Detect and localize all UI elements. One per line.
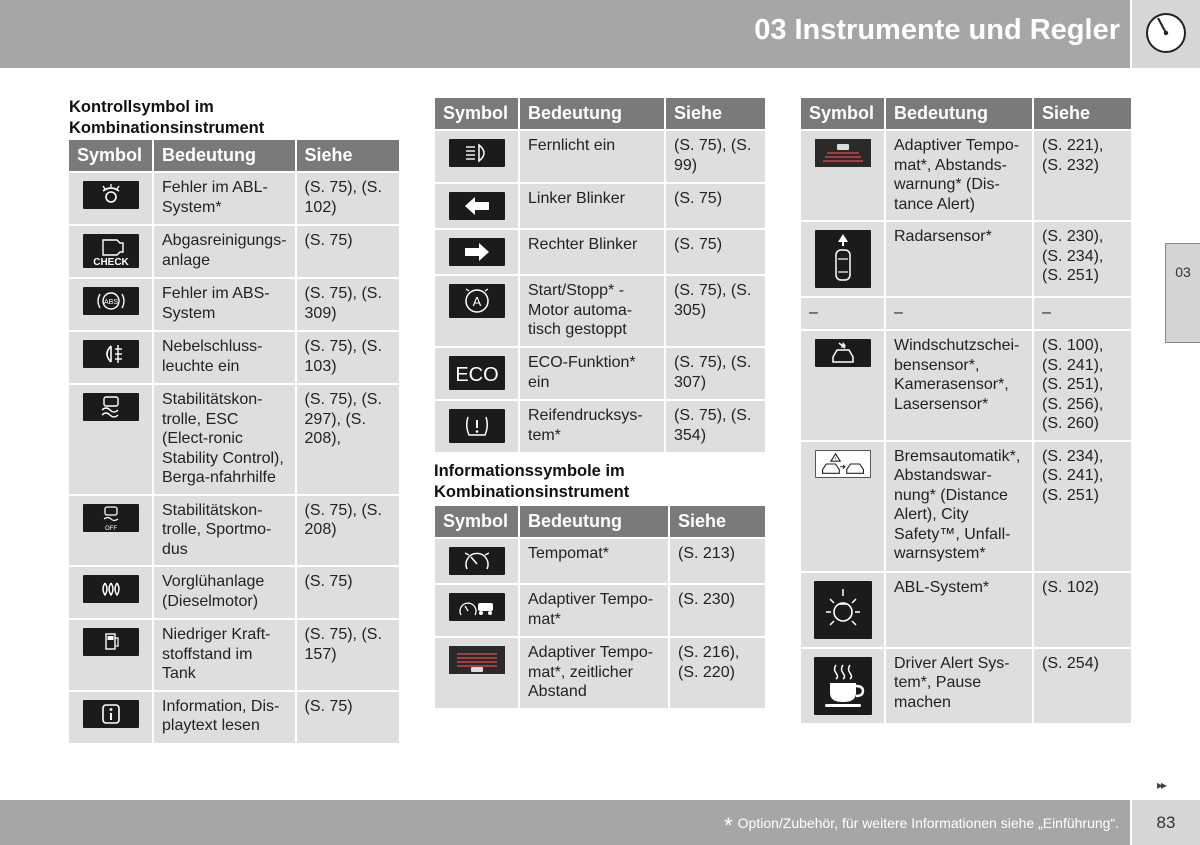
table-row [801, 573, 1131, 647]
see-cell: (S. 75) [666, 184, 765, 228]
table-row [69, 692, 399, 743]
meaning-cell: Driver Alert Sys-tem*, Pause machen [886, 649, 1032, 723]
see-cell: (S. 75), (S. 307) [666, 348, 765, 399]
meaning-cell: Abgasreinigungs-anlage [154, 226, 295, 277]
meaning-cell: Fehler im ABS-System [154, 279, 295, 330]
table-row [435, 348, 765, 399]
left-turn-icon [449, 192, 505, 220]
see-cell: (S. 75) [297, 692, 399, 743]
chapter-icon-box [1132, 0, 1200, 68]
see-cell: (S. 75), (S. 103) [297, 332, 399, 383]
see-cell: (S. 75), (S. 99) [666, 131, 765, 182]
see-cell: (S. 100), (S. 241), (S. 251), (S. 256), (S. 260) [1034, 331, 1131, 440]
abl-fault-icon [83, 181, 139, 209]
meaning-cell: Linker Blinker [520, 184, 664, 228]
table-row [801, 649, 1131, 723]
meaning-cell: Reifendrucksys-tem* [520, 401, 664, 452]
meaning-cell: Adaptiver Tempo-mat* [520, 585, 668, 636]
see-cell: (S. 75) [297, 567, 399, 618]
col-symbol: Symbol [435, 98, 518, 129]
table-row [435, 131, 765, 182]
col-meaning: Bedeutung [520, 98, 664, 129]
high-beam-icon [449, 139, 505, 167]
see-cell: (S. 216), (S. 220) [670, 638, 765, 708]
meaning-cell: ABL-System* [886, 573, 1032, 647]
see-cell: (S. 102) [1034, 573, 1131, 647]
distance-alert-icon [815, 139, 871, 167]
abl-system-icon [814, 581, 872, 639]
section-title-kontroll [69, 97, 264, 139]
see-cell: (S. 75) [666, 230, 765, 274]
eco-icon [449, 356, 505, 390]
see-cell: (S. 75), (S. 309) [297, 279, 399, 330]
meaning-cell: Stabilitätskon-trolle, Sportmo-dus [154, 496, 295, 566]
see-cell: (S. 213) [670, 539, 765, 583]
table-row [435, 276, 765, 346]
table-row [435, 184, 765, 228]
abs-icon [83, 287, 139, 315]
section-title-line: Kombinationsinstrument [434, 483, 630, 501]
see-cell: (S. 75), (S. 102) [297, 173, 399, 224]
see-cell: (S. 254) [1034, 649, 1131, 723]
windscreen-sensor-icon [815, 339, 871, 367]
table-row [435, 585, 765, 636]
table-row [69, 385, 399, 494]
see-cell: (S. 75), (S. 297), (S. 208), [297, 385, 399, 494]
radar-sensor-icon [815, 230, 871, 288]
see-cell: (S. 75), (S. 305) [666, 276, 765, 346]
meaning-cell: Information, Dis-playtext lesen [154, 692, 295, 743]
warning-symbols-table [67, 138, 401, 745]
meaning-cell: Rechter Blinker [520, 230, 664, 274]
footnote [724, 813, 1119, 839]
svg-text:!: ! [834, 456, 836, 463]
start-stop-icon [449, 284, 505, 318]
cruise-control-icon [449, 547, 505, 575]
see-cell: (S. 234), (S. 241), (S. 251) [1034, 442, 1131, 571]
meaning-cell: Stabilitätskon-trolle, ESC (Elect-ronic Stability Control), Berga-nfahrhilfe [154, 385, 295, 494]
fuel-low-icon [83, 628, 139, 656]
header-bar [0, 0, 1130, 68]
meaning-cell: Fernlicht ein [520, 131, 664, 182]
meaning-cell: Niedriger Kraft-stoffstand im Tank [154, 620, 295, 690]
col-see: Siehe [670, 506, 765, 537]
stability-sport-icon [83, 504, 139, 532]
meaning-cell: ECO-Funktion* ein [520, 348, 664, 399]
section-title-line: Kontrollsymbol im [69, 98, 214, 116]
info-icon [83, 700, 139, 728]
footer-bar [0, 800, 1130, 845]
see-cell: (S. 221), (S. 232) [1034, 131, 1131, 220]
svg-text:A: A [472, 294, 481, 309]
brake-warning-icon [815, 450, 871, 478]
meaning-cell: Vorglühanlage (Dieselmotor) [154, 567, 295, 618]
section-title-line: Kombinationsinstrument [69, 119, 265, 137]
page-number: 83 [1132, 800, 1200, 845]
table-row [69, 567, 399, 618]
col-see: Siehe [297, 140, 399, 171]
table-row [435, 539, 765, 583]
gauge-icon [1132, 0, 1200, 68]
see-cell: (S. 75), (S. 157) [297, 620, 399, 690]
col-see: Siehe [1034, 98, 1131, 129]
meaning-cell [886, 442, 1032, 571]
see-cell: (S. 75), (S. 354) [666, 401, 765, 452]
info-symbols-table [433, 504, 767, 710]
see-cell: (S. 75), (S. 208) [297, 496, 399, 566]
meaning-text: Bremsautomatik*, Abstandswar-nung* (Distance Alert), City Safety™, Unfall-warnsystem* [894, 447, 1021, 562]
table-row [69, 332, 399, 383]
glow-plug-icon [83, 575, 139, 603]
table-row [801, 442, 1131, 571]
table-row [801, 331, 1131, 440]
table-row [435, 638, 765, 708]
col-meaning: Bedeutung [154, 140, 295, 171]
col-meaning: Bedeutung [520, 506, 668, 537]
meaning-cell: Tempomat* [520, 539, 668, 583]
section-title-info [434, 461, 629, 503]
svg-text:ABS: ABS [103, 299, 118, 306]
check-engine-icon [83, 234, 139, 268]
driver-support-table [799, 96, 1133, 725]
coffee-cup-icon [814, 657, 872, 715]
meaning-cell: – [886, 298, 1032, 329]
right-turn-icon [449, 238, 505, 266]
symbol-cell-empty: – [801, 298, 884, 329]
meaning-cell: Radarsensor* [886, 222, 1032, 296]
table-row [69, 496, 399, 566]
svg-text:ECO: ECO [454, 364, 499, 386]
footnote-text: Option/Zubehör, für weitere Informationen siehe „Einführung“. [737, 815, 1119, 831]
tire-pressure-icon [449, 409, 505, 443]
table-row [435, 401, 765, 452]
table-row [801, 298, 1131, 329]
meaning-cell: Fehler im ABL-System* [154, 173, 295, 224]
meaning-cell: Nebelschluss-leuchte ein [154, 332, 295, 383]
svg-text:CHECK: CHECK [92, 257, 129, 268]
section-title-line: Informationssymbole im [434, 462, 625, 480]
see-cell: – [1034, 298, 1131, 329]
col-symbol: Symbol [435, 506, 518, 537]
table-row [69, 620, 399, 690]
col-symbol: Symbol [801, 98, 884, 129]
footnote-star: * [724, 813, 733, 838]
table-row [69, 226, 399, 277]
svg-text:OFF: OFF [104, 525, 117, 532]
see-cell: (S. 75) [297, 226, 399, 277]
col-symbol: Symbol [69, 140, 152, 171]
see-cell: (S. 230), (S. 234), (S. 251) [1034, 222, 1131, 296]
table-row [801, 131, 1131, 220]
adaptive-cruise-distance-icon [449, 646, 505, 674]
table-row [435, 230, 765, 274]
meaning-cell: Start/Stopp* - Motor automa-tisch gestoppt [520, 276, 664, 346]
meaning-cell: Adaptiver Tempo-mat*, Abstands-warnung* (Dis-tance Alert) [886, 131, 1032, 220]
indicator-symbols-table [433, 96, 767, 454]
table-row [801, 222, 1131, 296]
table-row [69, 173, 399, 224]
col-meaning: Bedeutung [886, 98, 1032, 129]
adaptive-cruise-icon [449, 593, 505, 621]
table-row [69, 279, 399, 330]
see-cell: (S. 230) [670, 585, 765, 636]
meaning-cell: Adaptiver Tempo-mat*, zeitlicher Abstand [520, 638, 668, 708]
page-title: 03 Instrumente und Regler [754, 14, 1120, 46]
col-see: Siehe [666, 98, 765, 129]
meaning-cell: Windschutzschei-bensensor*, Kamerasensor*, Lasersensor* [886, 331, 1032, 440]
next-page-indicator[interactable]: ▸▸ [1157, 778, 1166, 792]
rear-fog-light-icon [83, 340, 139, 368]
chapter-side-tab[interactable]: 03 [1165, 243, 1200, 343]
stability-control-icon [83, 393, 139, 421]
